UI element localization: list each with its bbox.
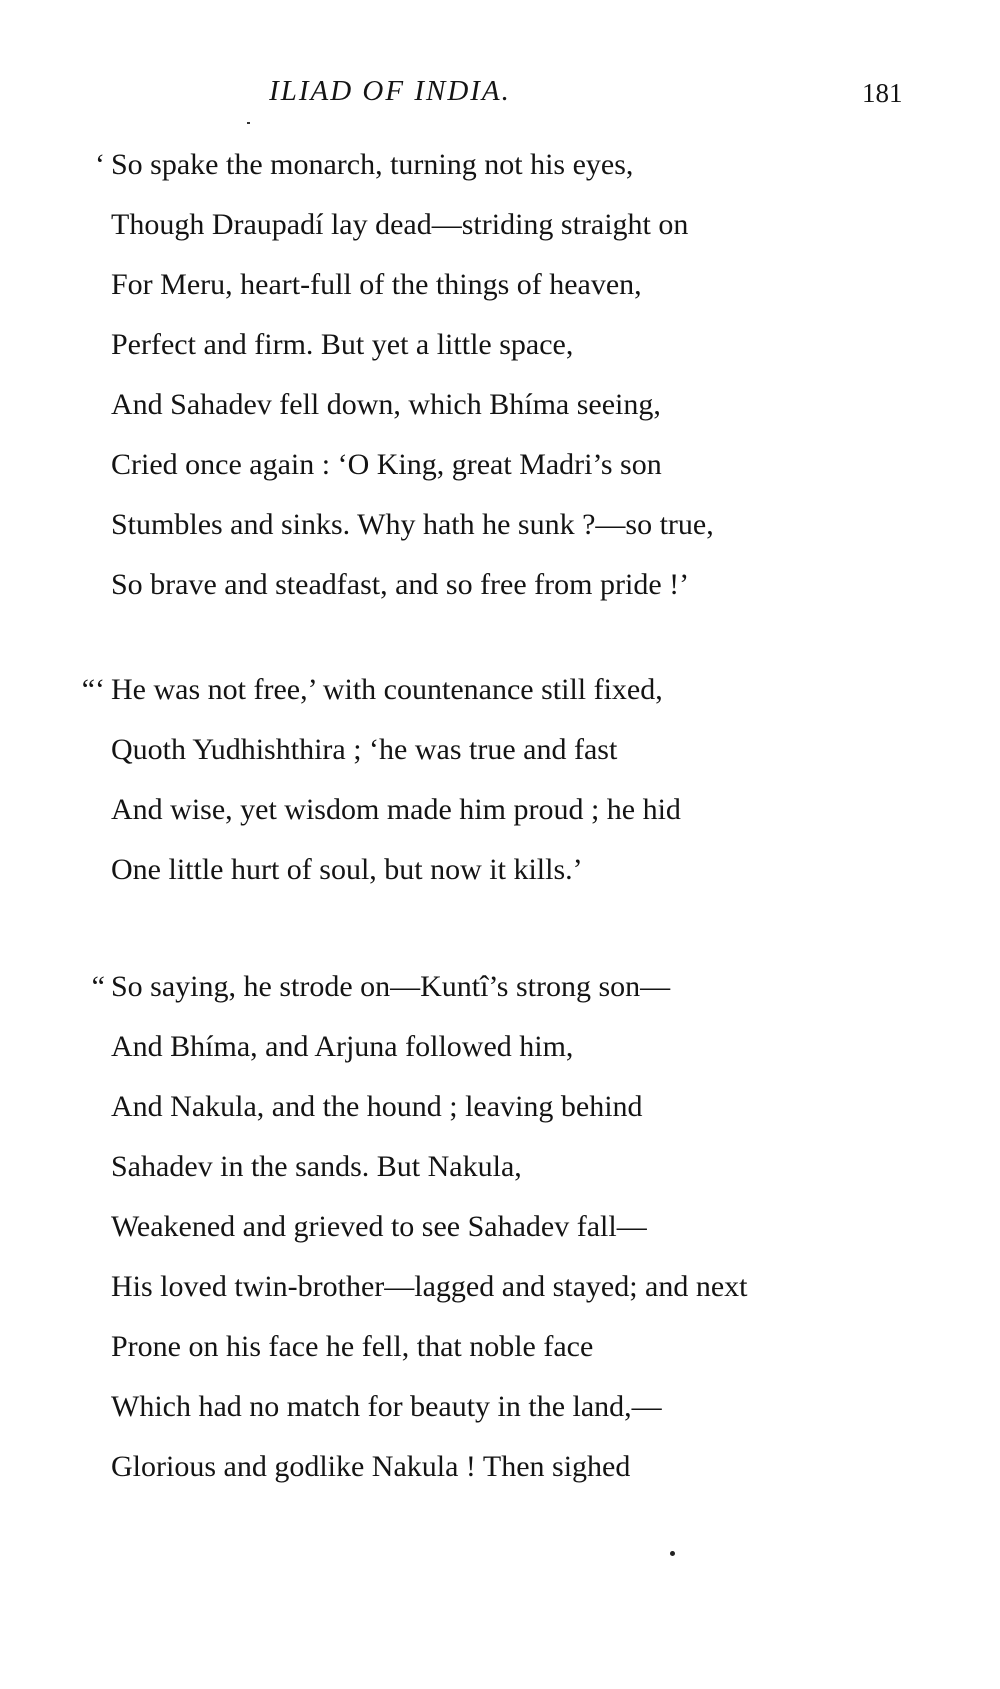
verse-line xyxy=(111,850,583,890)
verse-text: He was not free,’ with countenance still fixed, xyxy=(111,673,663,706)
verse-line xyxy=(111,265,642,305)
verse-line xyxy=(111,730,617,770)
verse-text: His loved twin-brother—lagged and stayed; and next xyxy=(111,1270,748,1303)
verse-line xyxy=(111,1267,748,1307)
ink-speck xyxy=(247,122,250,124)
verse-text: Prone on his face he fell, that noble face xyxy=(111,1330,594,1363)
verse-line xyxy=(91,967,671,1007)
page-number: 181 xyxy=(862,78,903,108)
verse-text: And Bhíma, and Arjuna followed him, xyxy=(111,1030,574,1063)
verse-line xyxy=(111,325,573,365)
verse-text: Perfect and firm. But yet a little space, xyxy=(111,328,574,361)
verse-text: For Meru, heart-full of the things of heaven, xyxy=(111,268,642,301)
verse-line xyxy=(111,1447,630,1487)
ink-dot xyxy=(670,1551,675,1556)
verse-line xyxy=(111,1387,662,1427)
verse-text: One little hurt of soul, but now it kills.’ xyxy=(111,853,583,886)
verse-text: Quoth Yudhishthira ; ‘he was true and fast xyxy=(111,733,618,766)
verse-line xyxy=(111,445,662,485)
verse-text: Which had no match for beauty in the land,— xyxy=(111,1390,662,1423)
verse-text: Stumbles and sinks. Why hath he sunk ?—so true, xyxy=(111,508,714,541)
verse-line xyxy=(111,505,714,545)
running-title: ILIAD OF INDIA. xyxy=(269,75,511,107)
verse-line xyxy=(111,1027,573,1067)
verse-line xyxy=(111,565,689,605)
verse-text: Though Draupadí lay dead—striding straight on xyxy=(111,208,689,241)
verse-text: So saying, he strode on—Kuntî’s strong son— xyxy=(111,970,671,1003)
verse-text: So spake the monarch, turning not his eyes, xyxy=(111,148,634,181)
verse-line xyxy=(111,385,661,425)
verse-line xyxy=(81,670,663,710)
verse-text: Glorious and godlike Nakula ! Then sighed xyxy=(111,1450,631,1483)
verse-text: And Nakula, and the hound ; leaving behind xyxy=(111,1090,643,1123)
opening-quote-mark: “‘ xyxy=(81,673,105,706)
verse-line xyxy=(111,790,681,830)
verse-text: Weakened and grieved to see Sahadev fall— xyxy=(111,1210,647,1243)
verse-line xyxy=(111,1087,643,1127)
verse-text: So brave and steadfast, and so free from pride !’ xyxy=(111,568,690,601)
verse-text: And wise, yet wisdom made him proud ; he hid xyxy=(111,793,681,826)
opening-quote-mark: ‘ xyxy=(95,148,105,181)
verse-line xyxy=(111,1207,647,1247)
verse-text: Sahadev in the sands. But Nakula, xyxy=(111,1150,522,1183)
verse-text: Cried once again : ‘O King, great Madri’s son xyxy=(111,448,662,481)
verse-line xyxy=(95,145,634,185)
verse-text: And Sahadev fell down, which Bhíma seeing, xyxy=(111,388,661,421)
verse-line xyxy=(111,1327,593,1367)
verse-line xyxy=(111,1147,522,1187)
opening-quote-mark: “ xyxy=(91,970,105,1003)
verse-line xyxy=(111,205,688,245)
